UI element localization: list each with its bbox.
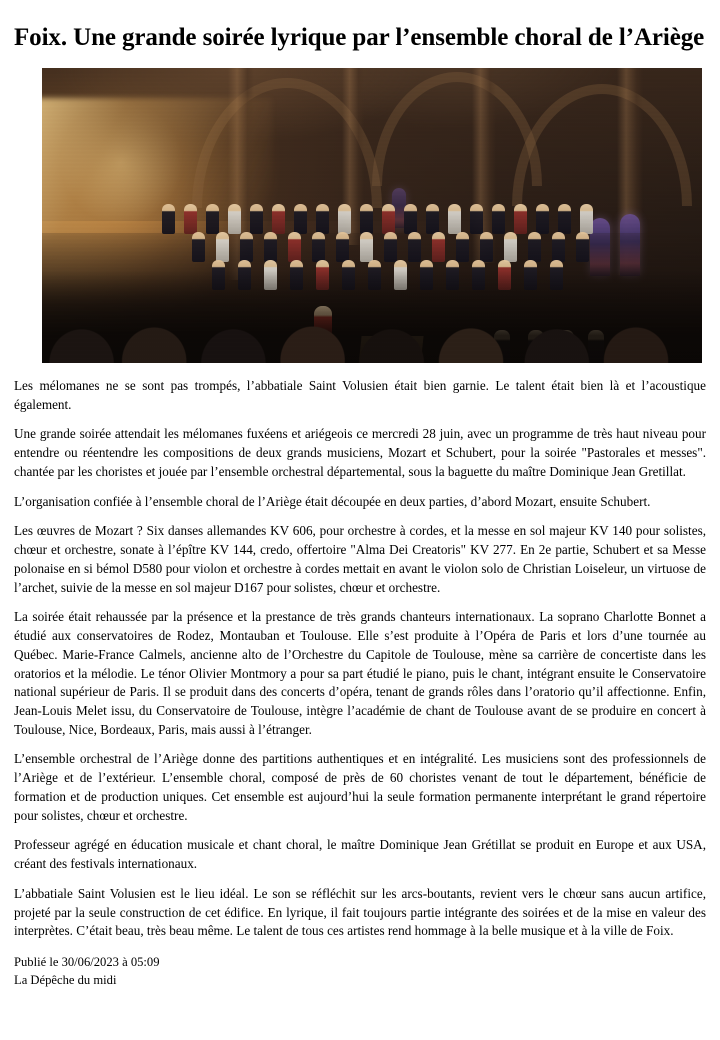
article-figure [42,68,702,363]
article-body [14,377,706,941]
source-name: La Dépêche du midi [14,973,117,988]
article-paragraph: Les œuvres de Mozart ? Six danses allemandes KV 606, pour orchestre à cordes, et la messe en sol majeur KV 140 pour solistes, chœur et orchestre, sonate à l’épître KV 144, credo, offertoire "Alma Dei Creatoris" KV 277. En 2e partie, Schubert et sa Messe polonaise en si bémol D580 pour violon et orchestre à cordes mettait en avant le violon solo de Christian Loiseleur, un virtuose de l’archet, suivie de la messe en sol majeur D167 pour solistes, chœur et orchestre. [14,523,706,595]
photo-grain-overlay [42,68,702,363]
page-title: Foix. Une grande soirée lyrique par l’ensemble choral de l’Ariège [14,24,705,51]
article-footer [14,953,706,990]
article-paragraph: L’ensemble orchestral de l’Ariège donne des partitions authentiques et en intégralité. Les musiciens sont des professionnels de l’Ariège et de l’extérieur. L’ensemble choral, composé de près de 60 choristes venant de tout le département, bénéficie de formation et de production uniques. Cet ensemble est aujourd’hui la seule formation permanente interprétant le grand répertoire pour solistes, chœur et orchestre. [14,751,706,823]
article-paragraph: Professeur agrégé en éducation musicale et chant choral, le maître Dominique Jean Grétillat se produit en Europe et aux USA, créant des festivals internationaux. [14,837,706,872]
article-paragraph: L’abbatiale Saint Volusien est le lieu idéal. Le son se réfléchit sur les arcs-boutants, revient vers le chœur sans aucun artifice, projeté par la seule construction de cet édifice. En lyrique, il fait toujours partie intégrante des soirées et de la mise en valeur des interprètes. C’était beau, très beau même. Le talent de tous ces artistes rend hommage à la belle musique et à la ville de Foix. [14,885,706,939]
publish-date: Publié le 30/06/2023 à 05:09 [14,955,160,970]
article-paragraph: L’organisation confiée à l’ensemble choral de l’Ariège était découpée en deux parties, d’abord Mozart, ensuite Schubert. [14,493,651,509]
article-paragraph: Une grande soirée attendait les mélomanes fuxéens et ariégeois ce mercredi 28 juin, avec un programme de très haut niveau pour entendre ou réentendre les compositions de deux grands musiciens, Mozart et Schubert, pour la soirée "Pastorales et messes". chantée par les choristes et jouée par l’ensemble orchestral départemental, sous la baguette du maître Dominique Jean Gretillat. [14,426,706,479]
article-paragraph: La soirée était rehaussée par la présence et la prestance de très grands chanteurs internationaux. La soprano Charlotte Bonnet a étudié aux conservatoires de Rodez, Montauban et Toulouse. Elle s’est produite à l’Opéra de Paris et lors d’une tournée au Québec. Marie-France Calmels, ancienne alto de l’Orchestre du Capitole de Toulouse, mène sa carrière de concertiste dans les oratorios et la mélodie. Le ténor Olivier Montmory a pour sa part étudié le piano, puis le chant, intégrant ensuite le Conservatoire national supérieur de Paris. Il se produit dans des concerts d’opéra, tenant de grands rôles dans l’oratorio qu’il affectionne. Enfin, Jean-Louis Melet issu, du Conservatoire de Toulouse, intègre l’académie de chant de Toulouse avant de se produire en concert à Toulouse, Nice, Bordeaux, Paris, mais aussi à l’étranger. [14,609,706,737]
article-paragraph: Les mélomanes ne se sont pas trompés, l’abbatiale Saint Volusien était bien garnie. Le talent était bien là et l’acoustique également. [14,378,706,412]
article-photo [42,68,702,363]
